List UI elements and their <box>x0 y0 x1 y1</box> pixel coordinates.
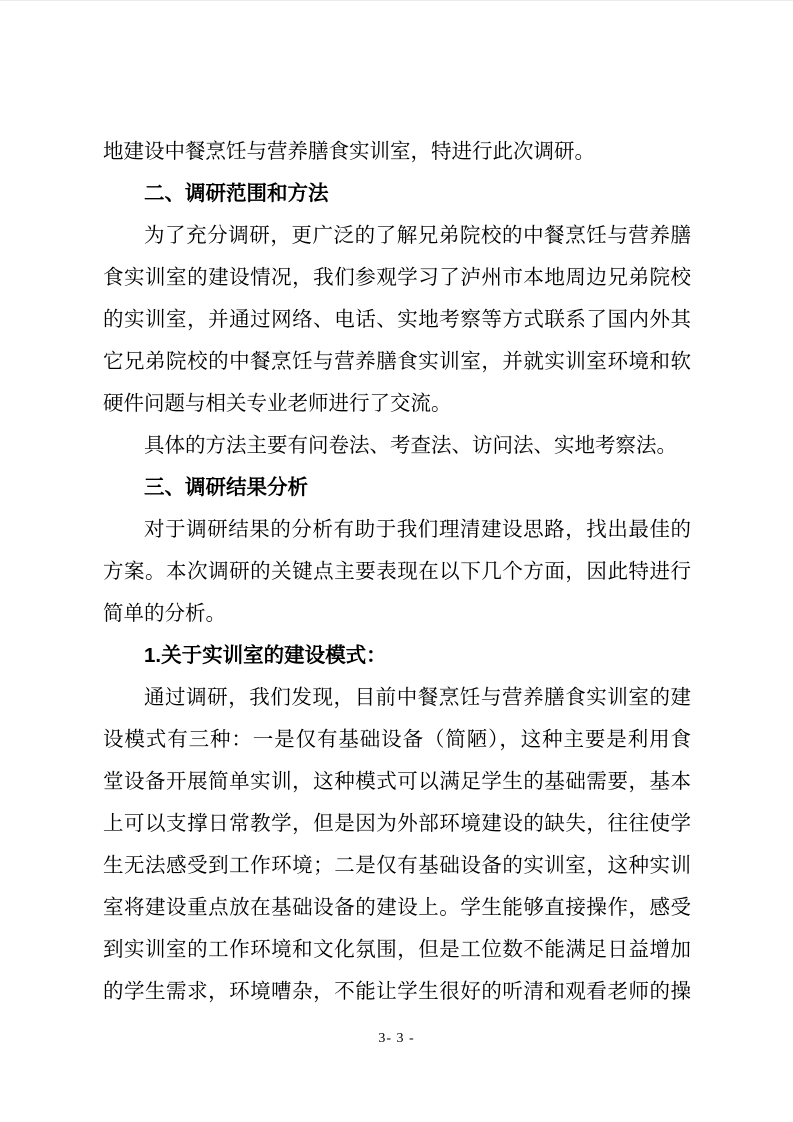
section-heading: 三、调研结果分析 <box>144 476 308 499</box>
text-line: 的实训室，并通过网络、电话、实地考察等方式联系了国内外其 <box>103 308 691 331</box>
text-line: 上可以支撑日常教学，但是因为外部环境建设的缺失，往往使学 <box>103 812 691 835</box>
text-line: 设模式有三种：一是仅有基础设备（简陋），这种主要是利用食 <box>103 728 691 751</box>
text-line: 简单的分析。 <box>103 602 226 625</box>
page-body-text <box>103 131 691 1013</box>
text-line: 到实训室的工作环境和文化氛围，但是工位数不能满足日益增加 <box>103 938 691 961</box>
text-line: 堂设备开展简单实训，这种模式可以满足学生的基础需要，基本 <box>103 770 691 793</box>
text-line: 为了充分调研，更广泛的了解兄弟院校的中餐烹饪与营养膳 <box>144 224 691 247</box>
text-line: 对于调研结果的分析有助于我们理清建设思路，找出最佳的 <box>144 518 691 541</box>
text-line: 的学生需求，环境嘈杂，不能让学生很好的听清和观看老师的操 <box>103 980 691 1003</box>
text-line: 方案。本次调研的关键点主要表现在以下几个方面，因此特进行 <box>103 560 691 583</box>
text-line: 食实训室的建设情况，我们参观学习了泸州市本地周边兄弟院校 <box>103 266 691 289</box>
section-heading: 1.关于实训室的建设模式： <box>144 644 387 667</box>
text-line: 通过调研，我们发现，目前中餐烹饪与营养膳食实训室的建 <box>144 686 691 709</box>
section-heading: 二、调研范围和方法 <box>144 182 329 205</box>
text-line: 室将建设重点放在基础设备的建设上。学生能够直接操作，感受 <box>103 896 691 919</box>
text-line: 生无法感受到工作环境；二是仅有基础设备的实训室，这种实训 <box>103 854 691 877</box>
page-number: 3- 3 - <box>378 1031 415 1046</box>
text-line: 硬件问题与相关专业老师进行了交流。 <box>103 392 452 415</box>
text-line: 具体的方法主要有问卷法、考查法、访问法、实地考察法。 <box>144 434 677 457</box>
text-line: 它兄弟院校的中餐烹饪与营养膳食实训室，并就实训室环境和软 <box>103 350 691 373</box>
text-line: 地建设中餐烹饪与营养膳食实训室，特进行此次调研。 <box>103 140 595 163</box>
